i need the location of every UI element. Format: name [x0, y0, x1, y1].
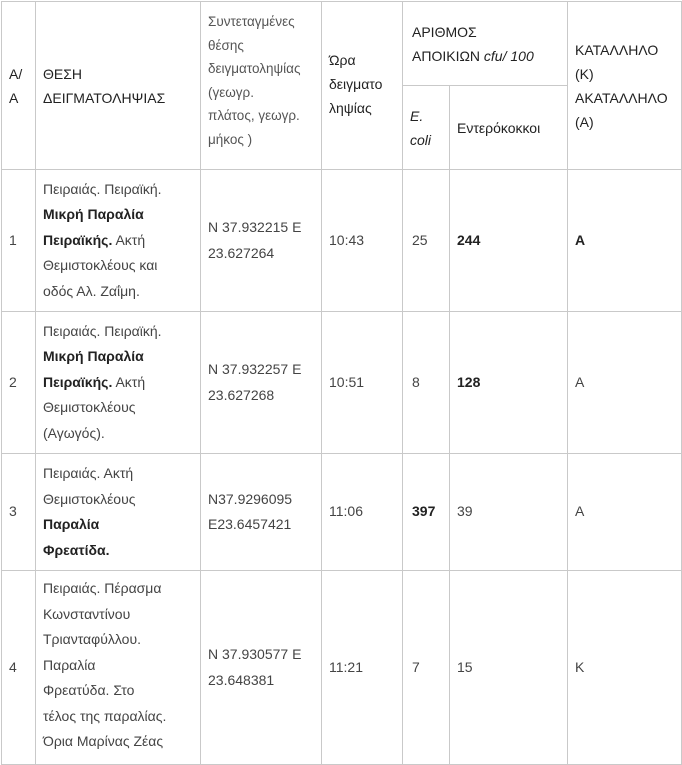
location-cell: Πειραιάς. Πειραϊκή. Μικρή Παραλία Πειραϊκής. Ακτή Θεμιστοκλέους και οδός Αλ. Ζαΐμη. — [36, 170, 201, 312]
header-colonies: ΑΡΙΘΜΟΣ ΑΠΟΙΚΙΩΝ cfu/ 100 — [403, 2, 568, 86]
header-suitability: ΚΑΤΑΛΛΗΛΟ (Κ) ΑΚΑΤΑΛΛΗΛΟ (Α) — [568, 2, 682, 170]
ecoli-cell: 25 — [403, 170, 450, 312]
time-cell: 10:51 — [322, 312, 403, 454]
coords-cell: Ν 37.932215 Ε 23.627264 — [201, 170, 322, 312]
table-row: 3 Πειραιάς. Ακτή Θεμιστοκλέους Παραλία Φρεατίδα. Ν37.9296095 Ε23.6457421 11:06 397 39 Α — [2, 454, 682, 571]
result-cell: Α — [568, 170, 682, 312]
coords-cell: Ν 37.930577 Ε 23.648381 — [201, 571, 322, 765]
time-cell: 10:43 — [322, 170, 403, 312]
result-cell: Α — [568, 454, 682, 571]
time-cell: 11:21 — [322, 571, 403, 765]
ecoli-cell: 7 — [403, 571, 450, 765]
enterococci-cell: 244 — [450, 170, 568, 312]
result-cell: Κ — [568, 571, 682, 765]
header-enterococci: Εντερόκοκκοι — [450, 86, 568, 170]
location-cell: Πειραιάς. Πειραϊκή. Μικρή Παραλία Πειραϊκής. Ακτή Θεμιστοκλέους (Αγωγός). — [36, 312, 201, 454]
coords-cell: Ν 37.932257 Ε 23.627268 — [201, 312, 322, 454]
location-cell: Πειραιάς. Πέρασμα Κωνσταντίνου Τριανταφύλλου. Παραλία Φρεατύδα. Στο τέλος της παραλίας. Όρια Μαρίνας Ζέας — [36, 571, 201, 765]
header-aa: Α/ Α — [2, 2, 36, 170]
header-location: ΘΕΣΗ ΔΕΙΓΜΑΤΟΛΗΨΙΑΣ — [36, 2, 201, 170]
water-quality-table — [1, 1, 682, 765]
header-ecoli: E. coli — [403, 86, 450, 170]
result-cell: Α — [568, 312, 682, 454]
time-cell: 11:06 — [322, 454, 403, 571]
header-coords: Συντεταγμένες θέσης δειγματοληψίας (γεωγρ. πλάτος, γεωγρ. μήκος ) — [201, 2, 322, 170]
header-row — [2, 2, 682, 86]
coords-cell: Ν37.9296095 Ε23.6457421 — [201, 454, 322, 571]
table-row: 4 Πειραιάς. Πέρασμα Κωνσταντίνου Τριανταφύλλου. Παραλία Φρεατύδα. Στο τέλος της παραλίας. Όρια Μαρίνας Ζέας Ν 37.930577 Ε 23.648381 11:21 7 15 Κ — [2, 571, 682, 765]
enterococci-cell: 15 — [450, 571, 568, 765]
enterococci-cell: 128 — [450, 312, 568, 454]
location-cell: Πειραιάς. Ακτή Θεμιστοκλέους Παραλία Φρεατίδα. — [36, 454, 201, 571]
table-row: 1 Πειραιάς. Πειραϊκή. Μικρή Παραλία Πειραϊκής. Ακτή Θεμιστοκλέους και οδός Αλ. Ζαΐμη. Ν 37.932215 Ε 23.627264 10:43 25 244 Α — [2, 170, 682, 312]
ecoli-cell: 397 — [403, 454, 450, 571]
table-row: 2 Πειραιάς. Πειραϊκή. Μικρή Παραλία Πειραϊκής. Ακτή Θεμιστοκλέους (Αγωγός). Ν 37.932257 Ε 23.627268 10:51 8 128 Α — [2, 312, 682, 454]
ecoli-cell: 8 — [403, 312, 450, 454]
enterococci-cell: 39 — [450, 454, 568, 571]
header-time: Ώρα δειγματο ληψίας — [322, 2, 403, 170]
